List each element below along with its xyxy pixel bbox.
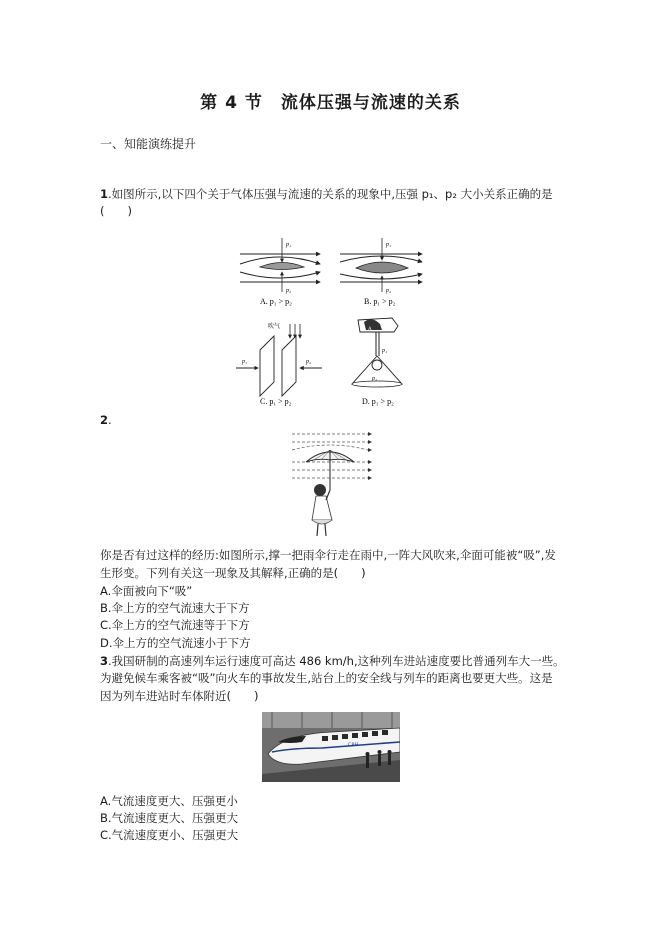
train-logo: CRH (348, 743, 359, 748)
question-1-number: 1 (100, 187, 109, 201)
page-title: 第 4 节 流体压强与流速的关系 (200, 93, 461, 113)
question-2-line-2: 生形变。下列有关这一现象及其解释,正确的是( ) (100, 566, 366, 580)
fig-b-caption: B. p₁ > p₂ (364, 297, 396, 306)
fig-a-p1: p₁ (286, 242, 292, 248)
question-3-line-3: 因为列车进站时车体附近( ) (100, 689, 259, 703)
question-3-train-photo (262, 712, 400, 782)
fig-d-letter: A (368, 327, 372, 332)
question-1-figure (232, 232, 432, 412)
question-1-stem: .如图所示,以下四个关于气体压强与流速的关系的现象中,压强 p₁、p₂ 大小关系正确的是 (108, 187, 553, 201)
question-1-text (100, 186, 553, 203)
question-3-number: 3 (100, 654, 109, 668)
figure-a-wing (240, 238, 320, 306)
question-2-option-d: D.伞上方的空气流速小于下方 (100, 636, 251, 650)
question-1-answer-blank: ( ) (100, 204, 132, 218)
fig-c-p2: p₂ (306, 359, 312, 365)
section-heading: 一、知能演练提升 (100, 137, 197, 151)
question-2-umbrella-figure (288, 428, 378, 543)
fig-a-p2: p₂ (286, 288, 292, 294)
question-2-num: 2 (100, 413, 109, 427)
fig-a-caption: A. p₁ > p₂ (260, 297, 292, 306)
fig-c-blow-label: 吹气 (268, 324, 281, 330)
question-3-line-1 (100, 653, 565, 670)
figure-b-wing (340, 238, 422, 306)
fig-d-p1: p₁ (382, 348, 388, 354)
fig-d-caption: D. p₁ > p₂ (362, 397, 394, 406)
question-2-number (100, 412, 112, 429)
question-2-line-1: 你是否有过这样的经历:如图所示,撑一把雨伞行走在雨中,一阵大风吹来,伞面可能被“吸”,发 (100, 548, 556, 562)
fig-d-p2: p₂ (372, 376, 378, 382)
question-2-option-c: C.伞上方的空气流速等于下方 (100, 618, 250, 632)
fig-b-p1: p₁ (386, 242, 392, 248)
fig-c-p1: p₁ (242, 359, 248, 365)
fig-b-p2: p₂ (386, 288, 392, 294)
question-3-option-a: A.气流速度更大、压强更小 (100, 794, 238, 808)
question-2-option-a: A.伞面被向下“吸” (100, 584, 193, 598)
figure-d-funnel (352, 318, 402, 406)
figure-c-papers (236, 322, 322, 406)
question-3-option-c: C.气流速度更小、压强更大 (100, 828, 239, 842)
question-2-option-b: B.伞上方的空气流速大于下方 (100, 601, 250, 615)
question-3-stem: .我国研制的高速列车运行速度可高达 486 km/h,这种列车进站速度要比普通列车大一些。 (108, 654, 565, 668)
question-3-option-b: B.气流速度更大、压强更大 (100, 811, 239, 825)
fig-c-caption: C. p₁ > p₂ (260, 397, 292, 406)
question-2-num-dot: . (108, 413, 112, 427)
question-3-line-2: 为避免候车乘客被“吸”向火车的事故发生,站台上的安全线与列车的距离也要更大些。这是 (100, 671, 553, 685)
